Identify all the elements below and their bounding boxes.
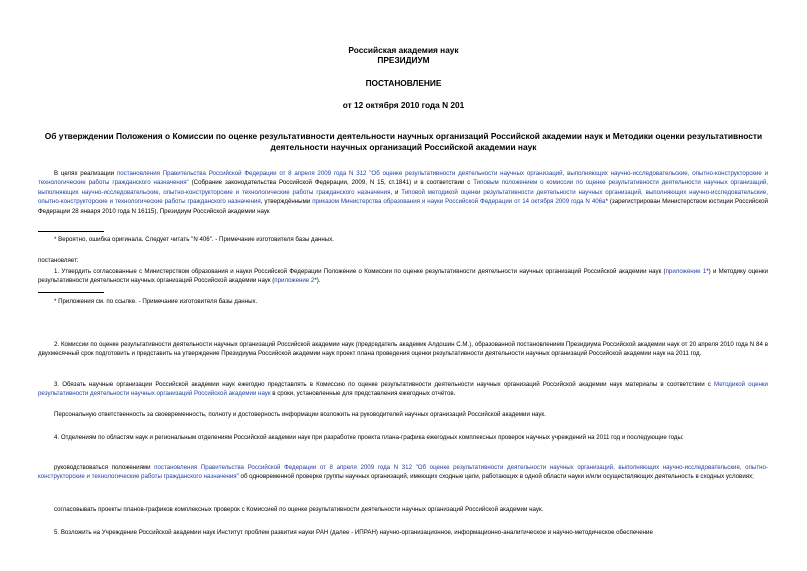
doc-date: от 12 октября 2010 года N 201 <box>342 100 465 110</box>
footnote-2: * Приложения см. по ссылке. - Примечание изготовителя базы данных. <box>54 298 258 305</box>
intro-paragraph <box>38 169 768 216</box>
org-name: Российская академия наук <box>348 45 459 55</box>
footnote-1: * Вероятно, ошибка оригинала. Следует читать "N 406". - Примечание изготовителя базы данных. <box>54 236 334 243</box>
item-4a-text-2: об одновременной проверке группы научных организаций, имеющих сходные цели, работающих в одной области науки и/или осуществляющих деятельность в сходных условиях; <box>238 473 754 481</box>
item-4-bullet-b: согласовывать проекты планов-графиков комплексных проверок с Комиссией по оценке результативности деятельности научных организаций Российской академии наук. <box>54 506 544 513</box>
intro-text-1: В целях реализации <box>54 170 117 177</box>
item-1-text-1: 1. Утвердить согласованные с Министерством образования и науки Российской Федерации Положение о Комиссии по оценке результативности деятельности научных организаций Российской академии наук ( <box>54 268 666 275</box>
intro-text-5: * (зарегистрирован Министерством юстиции Российской Федерации 28 января 2010 года N 16115), Президиум Российской академии наук <box>38 198 768 215</box>
link-appendix-1[interactable]: приложение 1 <box>665 268 707 275</box>
intro-text-3: , и <box>390 188 402 196</box>
item-1-text-2: *) и Методику оценки результативности деятельности научных организаций Российской академии наук ( <box>38 268 768 285</box>
item-4a-text-1: руководствоваться положениями <box>54 464 155 471</box>
link-ministry-order-406a[interactable]: приказом Министерства образования и науки Российской Федерации от 14 октября 2009 года N 406а <box>312 198 606 206</box>
link-government-decree-312-b[interactable]: постановления Правительства Российской Федерации от 8 апреля 2009 года N 312 "Об оценке результативности деятельности научных организаций, выполняющих научно-исследовательские, опытно-конструкторские и технологические работы гражданского назначения" <box>38 464 768 481</box>
item-5: 5. Возложить на Учреждение Российской академии наук Институт проблем развития науки РАН (далее - ИПРАН) научно-организационное, информационно-аналитическое и научно-методическое обеспечение <box>54 529 653 536</box>
intro-text-2: (Собрание законодательства Российской Федерации, 2009, N 15, ст.1841) и в соответствии с <box>188 179 474 187</box>
item-2: 2. Комиссии по оценке результативности деятельности научных организаций Российской академии наук (председатель академик Алдошин С.М.), образованной постановлением Президиума Российской академии наук от 20 апреля 2010 года N 84 в двухмесячный срок подготовить и представить на утверждение Президиума Российской академии наук проект плана проведения оценки результативности деятельности научных организаций Российской академии наук на 2011 год. <box>38 341 768 358</box>
item-3 <box>38 380 768 399</box>
presidium-heading: ПРЕЗИДИУМ <box>377 55 430 65</box>
item-3-text-1: 3. Обязать научные организации Российской академии наук ежегодно представлять в Комиссию по оценке результативности деятельности научных организаций Российской академии наук материалы в соответствии с <box>54 381 715 388</box>
decree-word: постановляет: <box>38 257 79 264</box>
item-1 <box>38 267 768 286</box>
intro-text-4: , утверждёнными <box>260 198 313 206</box>
footnote-divider <box>38 231 104 232</box>
footnote-divider <box>38 292 104 293</box>
item-3-text-2: в сроки, установленные для представления ежегодных отчётов. <box>270 390 456 398</box>
link-typical-methodology[interactable]: Типовой методикой оценки результативности деятельности научных организаций, выполняющих научно-исследовательские, опытно-конструкторские и технологические работы гражданского назначения <box>38 188 768 206</box>
item-4-bullet-a <box>38 463 768 482</box>
link-rac-methodology[interactable]: Методикой оценки результативности деятельности научных организаций Российской академии наук <box>38 381 768 398</box>
link-typical-regulation[interactable]: Типовым положением о комиссии по оценке результативности деятельности научных организаций, выполняющих научно-исследовательские, опытно-конструкторские и технологические работы гражданского назначения <box>38 179 769 196</box>
link-government-decree-312[interactable]: постановления Правительства Российской Федерации от 8 апреля 2009 года N 312 "Об оценке результативности деятельности научных организаций, выполняющих научно-исследовательские, опытно-конструкторские и технологические работы гражданского назначения" <box>38 170 769 187</box>
link-appendix-2[interactable]: приложение 2 <box>274 277 315 285</box>
item-4: 4. Отделениям по областям наук и региональным отделениям Российской академии наук при разработке проекта плана-графика ежегодных комплексных проверок научных учреждений на 2011 год и последующие годы: <box>54 434 684 441</box>
doc-type-heading: ПОСТАНОВЛЕНИЕ <box>365 78 442 88</box>
item-1-text-3: *). <box>314 277 321 285</box>
document-title: Об утверждении Положения о Комиссии по оценке результативности деятельности научных организаций Российской академии наук и Методики оценки результативности деятельности научных организаций Российской академии наук <box>44 131 763 152</box>
item-3-responsibility: Персональную ответственность за своевременность, полноту и достоверность информации возложить на руководителей научных организаций Российской академии наук. <box>54 411 546 418</box>
